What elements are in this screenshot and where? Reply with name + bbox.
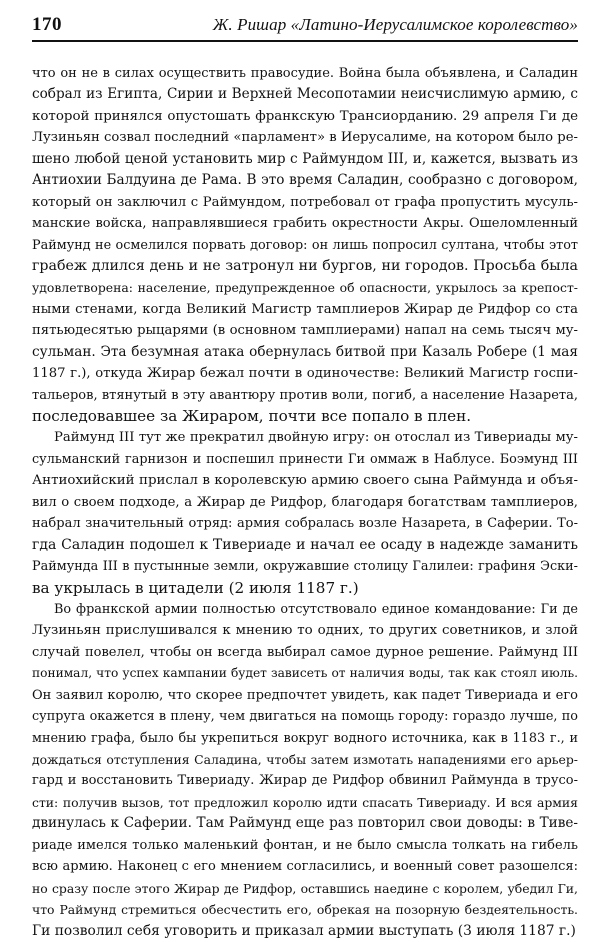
- text-line: что Раймунд стремиться обесчестить его, обрекая на позорную бездеятельность.: [32, 902, 578, 918]
- text-line: что он не в силах осуществить правосудие. Война была объявлена, и Саладин: [32, 66, 578, 81]
- text-line: набрал значительный отряд: армия собралась возле Назарета, в Саферии. То-: [32, 516, 578, 532]
- text-line: мнению графа, было бы укрепиться вокруг водного источника, как в 1183 г., и: [32, 730, 578, 746]
- text-line: Ги позволил себя уговорить и приказал армии выступать (3 июля 1187 г.): [32, 922, 576, 939]
- text-line: двинулась к Саферии. Там Раймунд еще раз повторил свои доводы: в Тиве-: [32, 815, 578, 832]
- text-line: сульман. Эта безумная атака обернулась битвой при Казаль Робере (1 мая: [32, 343, 578, 360]
- text-line: вил о своем подходе, а Жирар де Ридфор, благодаря богатствам тамплиеров,: [32, 494, 578, 510]
- text-line: Раймунд не осмелился порвать договор: он лишь попросил султана, чтобы этот: [32, 237, 578, 253]
- text-line: который он заключил с Раймундом, потребовал от графа пропустить мусуль-: [32, 194, 578, 210]
- text-line: понимал, что успех кампании будет зависеть от наличия воды, так как стоял июль.: [32, 666, 578, 681]
- text-line: пятьюдесятью рыцарями (в основном тамплиерами) напал на семь тысяч му-: [32, 323, 578, 339]
- text-line: дождаться отступления Саладина, чтобы затем измотать нападениями его арьер-: [32, 752, 578, 767]
- text-line: которой принялся опустошать франкскую Трансиорданию. 29 апреля Ги де: [32, 108, 578, 124]
- header-rule: [32, 40, 578, 42]
- text-line: манские войска, направлявшиеся грабить окрестности Акры. Ошеломленный: [32, 216, 578, 232]
- text-line: всю армию. Наконец с его мнением согласились, и военный совет разошелся:: [32, 859, 578, 875]
- text-line: риаде имелся только маленький фонтан, и не было смысла толкать на гибель: [32, 837, 578, 853]
- text-line: удовлетворена: население, предупрежденное об опасности, укрылось за крепост-: [32, 280, 578, 296]
- text-line: но сразу после этого Жирар де Ридфор, оставшись наедине с королем, убедил Ги,: [32, 880, 578, 896]
- text-line: сульманский гарнизон и поспешил принести Ги оммаж в Наблусе. Боэмунд III: [32, 451, 578, 467]
- text-line: Раймунд III тут же прекратил двойную игру: он отослал из Тивериады му-: [54, 430, 578, 446]
- text-line: Лузиньян созвал последний «парламент» в Иерусалиме, на котором было ре-: [32, 130, 578, 146]
- text-line: случай повелел, чтобы он всегда выбирал самое дурное решение. Раймунд III: [32, 644, 578, 660]
- text-line: гда Саладин подошел к Тивериаде и начал ее осаду в надежде заманить: [32, 536, 578, 553]
- text-line: 1187 г.), откуда Жирар бежал почти в одиночестве: Великий Магистр госпи-: [32, 366, 578, 382]
- text-line: ными стенами, когда Великий Магистр тамплиеров Жирар де Ридфор со ста: [32, 301, 578, 317]
- text-line: тальеров, втянутый в эту авантюру против воли, погиб, а население Назарета,: [32, 387, 578, 403]
- text-line: ва укрылась в цитадели (2 июля 1187 г.): [32, 578, 359, 597]
- text-line: шено любой ценой установить мир с Раймундом III, и, кажется, вызвать из: [32, 150, 578, 167]
- page-number: 170: [32, 14, 62, 35]
- page-header: [32, 8, 578, 42]
- text-line: супруга окажется в плену, чем двигаться на помощь городу: гораздо лучше, по: [32, 709, 578, 725]
- text-line: Антиохии Балдуина де Рама. В это время Саладин, сообразно с договором,: [32, 172, 578, 189]
- text-line: Во франкской армии полностью отсутствовало единое командование: Ги де: [54, 601, 578, 617]
- running-title: Ж. Ришар «Латино-Иерусалимское королевство»: [212, 15, 578, 34]
- body-text: [32, 63, 578, 942]
- text-line: собрал из Египта, Сирии и Верхней Месопотамии неисчислимую армию, с: [32, 86, 578, 103]
- text-line: сти: получив вызов, тот предложил королю идти спасать Тивериаду. И вся армия: [32, 794, 578, 810]
- text-line: Он заявил королю, что скорее предпочтет увидеть, как падет Тивериада и его: [32, 687, 578, 703]
- text-line: Лузиньян прислушивался к мнению то одних, то других советников, и злой: [32, 623, 578, 639]
- text-line: Раймунда III в пустынные земли, окружавшие столицу Галилеи: графиня Эски-: [32, 559, 578, 575]
- text-line: грабеж длился день и не затронул ни бургов, ни городов. Просьба была: [32, 257, 578, 274]
- text-line: Антиохийский прислал в королевскую армию своего сына Раймунда и объя-: [32, 473, 578, 489]
- text-line: гард и восстановить Тивериаду. Жирар де Ридфор обвинил Раймунда в трусо-: [32, 773, 578, 789]
- text-line: последовавшее за Жираром, почти все попало в плен.: [32, 407, 472, 425]
